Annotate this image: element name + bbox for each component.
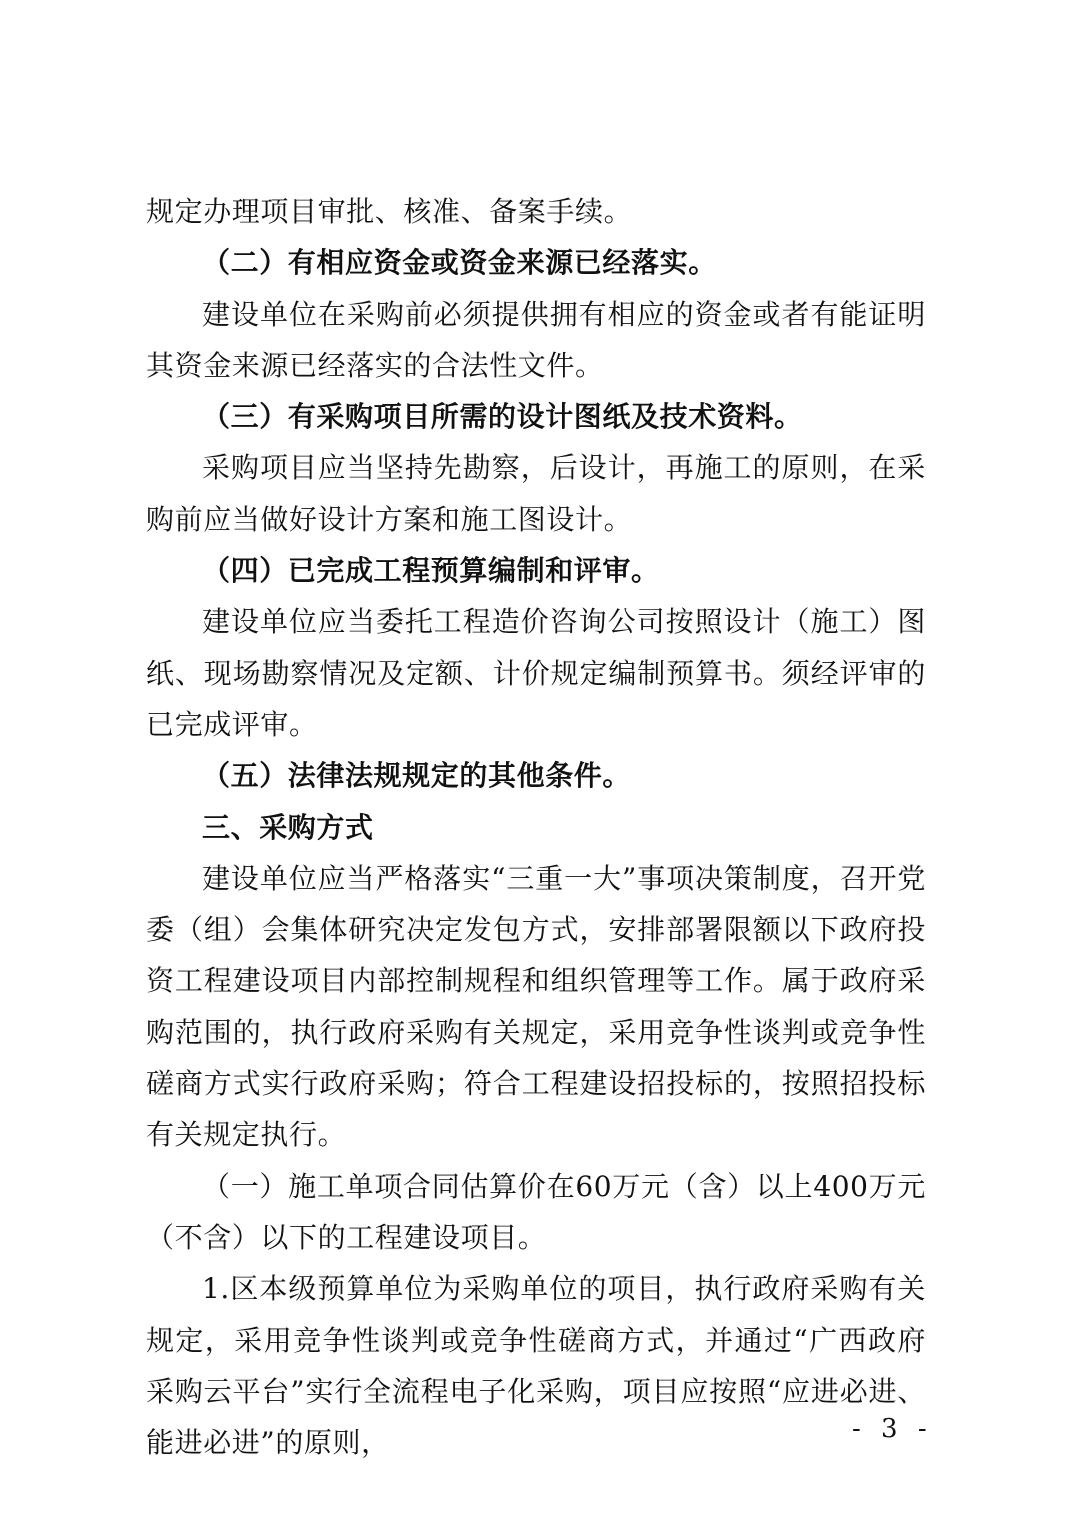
page-number: - 3 - [852, 1414, 933, 1444]
paragraph: 建设单位应当严格落实“三重一大”事项决策制度，召开党委（组）会集体研究决定发包方式，安排部署限额以下政府投资工程建设项目内部控制规程和组织管理等工作。属于政府采购范围的，执行政府采购有关规定，采用竞争性谈判或竞争性磋商方式实行政府采购；符合工程建设招投标的，按照招投标有关规定执行。 [146, 861, 926, 1152]
paragraph-continuation: 规定办理项目审批、核准、备案手续。 [146, 195, 633, 228]
paragraph: （一）施工单项合同估算价在60万元（含）以上400万元（不含）以下的工程建设项目。 [146, 1169, 926, 1254]
subheading-4: （四）已完成工程预算编制和评审。 [202, 554, 660, 588]
subheading-3: （三）有采购项目所需的设计图纸及技术资料。 [202, 400, 803, 434]
paragraph: 采购项目应当坚持先勘察，后设计，再施工的原则，在采购前应当做好设计方案和施工图设计。 [146, 451, 926, 536]
paragraph: 1.区本级预算单位为采购单位的项目，执行政府采购有关规定，采用竞争性谈判或竞争性磋商方式，并通过“广西政府采购云平台”实行全流程电子化采购，项目应按照“应进必进、能进必进”的原则， [146, 1272, 926, 1460]
document-body [146, 186, 926, 1468]
subheading-5: （五）法律法规规定的其他条件。 [202, 759, 632, 793]
section-heading: 三、采购方式 [202, 810, 374, 844]
subheading-2: （二）有相应资金或资金来源已经落实。 [202, 246, 717, 280]
paragraph: 建设单位应当委托工程造价咨询公司按照设计（施工）图纸、现场勘察情况及定额、计价规定编制预算书。须经评审的已完成评审。 [146, 605, 926, 741]
paragraph: 建设单位在采购前必须提供拥有相应的资金或者有能证明其资金来源已经落实的合法性文件。 [146, 297, 926, 382]
